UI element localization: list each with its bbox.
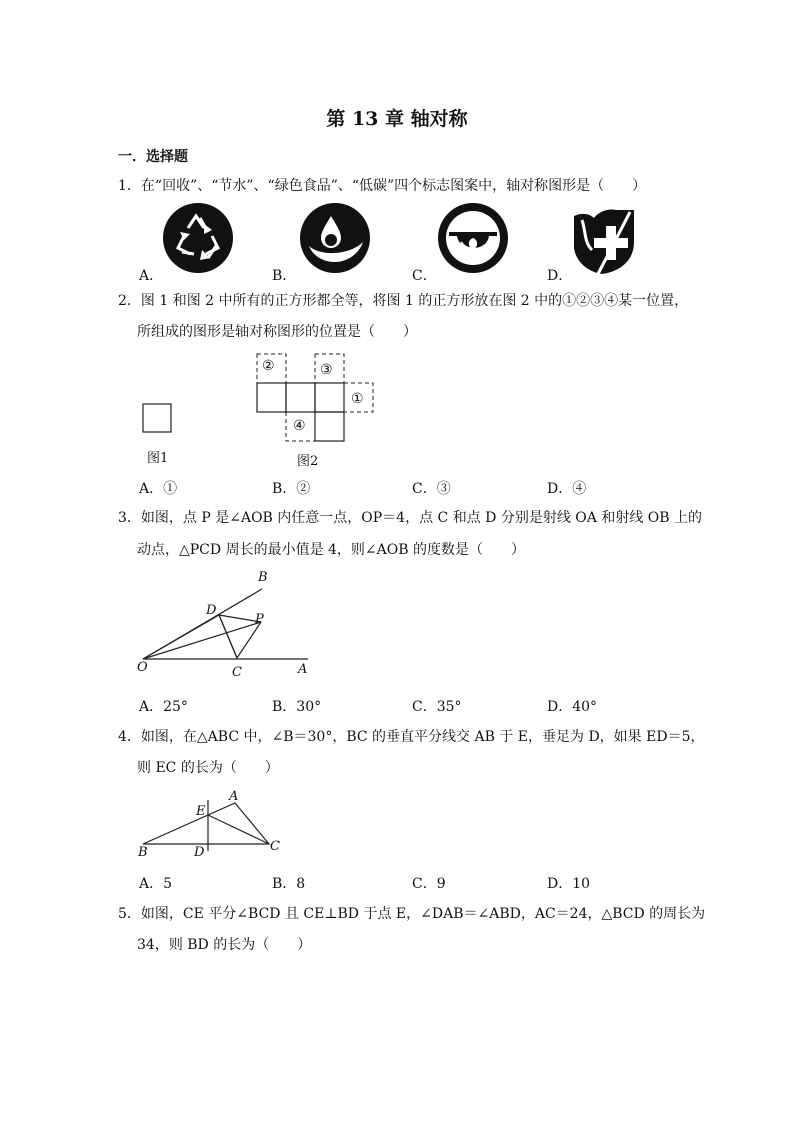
q3-point-d: D <box>206 603 217 618</box>
q2-mark-4: ④ <box>293 418 306 434</box>
q2-mark-1: ① <box>351 391 364 407</box>
q1-option-a: A． <box>139 268 164 284</box>
low-carbon-logo-icon <box>568 204 640 276</box>
q2-option-d: D．④ <box>547 481 587 497</box>
q3-point-a: A <box>298 662 308 677</box>
q3-option-b: B．30° <box>272 699 322 715</box>
q2-figure-1 <box>142 403 172 433</box>
q1-option-d: D． <box>547 268 573 284</box>
q2-mark-3: ③ <box>320 362 333 378</box>
section-heading: 一．选择题 <box>118 149 188 165</box>
recycle-logo-icon <box>160 202 236 274</box>
question-5-stem-line-1: 5．如图，CE 平分∠BCD 且 CE⊥BD 于点 E，∠DAB＝∠ABD，AC＝24，△BCD 的周长为 <box>118 906 706 922</box>
question-2-stem-line-1: 2．图 1 和图 2 中所有的正方形都全等，将图 1 的正方形放在图 2 中的①②③④某一位置， <box>118 293 689 309</box>
page-title: 第 13 章 轴对称 <box>326 108 468 130</box>
question-2-stem-line-2: 所组成的图形是轴对称图形的位置是（ ） <box>137 324 417 340</box>
q2-option-a: A．① <box>139 481 178 497</box>
q4-triangle-figure <box>140 795 280 855</box>
q3-point-o: O <box>137 660 148 675</box>
q1-option-b: B． <box>272 268 297 284</box>
question-3-stem-line-2: 动点，△PCD 周长的最小值是 4，则∠AOB 的度数是（ ） <box>137 542 525 558</box>
q2-figure-2-label: 图2 <box>297 454 319 469</box>
q3-point-p: P <box>255 612 264 627</box>
q4-point-b: B <box>138 845 148 860</box>
q2-option-b: B．② <box>272 481 311 497</box>
green-food-logo-icon <box>435 202 511 274</box>
water-saving-logo-icon <box>297 202 373 274</box>
q4-point-a: A <box>229 789 239 804</box>
q3-point-c: C <box>232 665 242 680</box>
q4-option-d: D．10 <box>547 876 591 892</box>
q1-option-c: C． <box>412 268 437 284</box>
q2-mark-2: ② <box>262 358 275 374</box>
question-4-stem-line-1: 4．如图，在△ABC 中，∠B＝30°，BC 的垂直平分线交 AB 于 E，垂足为 D，如果 ED＝5， <box>118 729 705 745</box>
q4-point-e: E <box>196 804 206 819</box>
q3-angle-figure <box>140 572 320 682</box>
q4-point-c: C <box>270 839 280 854</box>
q4-option-a: A．5 <box>139 876 173 892</box>
question-4-stem-line-2: 则 EC 的长为（ ） <box>137 760 279 776</box>
q3-option-c: C．35° <box>412 699 462 715</box>
q4-point-d: D <box>194 845 205 860</box>
question-3-stem-line-1: 3．如图，点 P 是∠AOB 内任意一点，OP＝4，点 C 和点 D 分别是射线 OA 和射线 OB 上的 <box>118 510 702 526</box>
q3-option-d: D．40° <box>547 699 598 715</box>
q4-option-c: C．9 <box>412 876 446 892</box>
q2-figure-1-label: 图1 <box>147 451 169 466</box>
question-5-stem-line-2: 34，则 BD 的长为（ ） <box>137 937 312 953</box>
q2-option-c: C．③ <box>412 481 451 497</box>
q4-option-b: B．8 <box>272 876 306 892</box>
question-1-stem: 1．在“回收”、“节水”、“绿色食品”、“低碳”四个标志图案中，轴对称图形是（ ） <box>118 178 647 194</box>
q3-option-a: A．25° <box>139 699 188 715</box>
q3-point-b: B <box>258 570 268 585</box>
